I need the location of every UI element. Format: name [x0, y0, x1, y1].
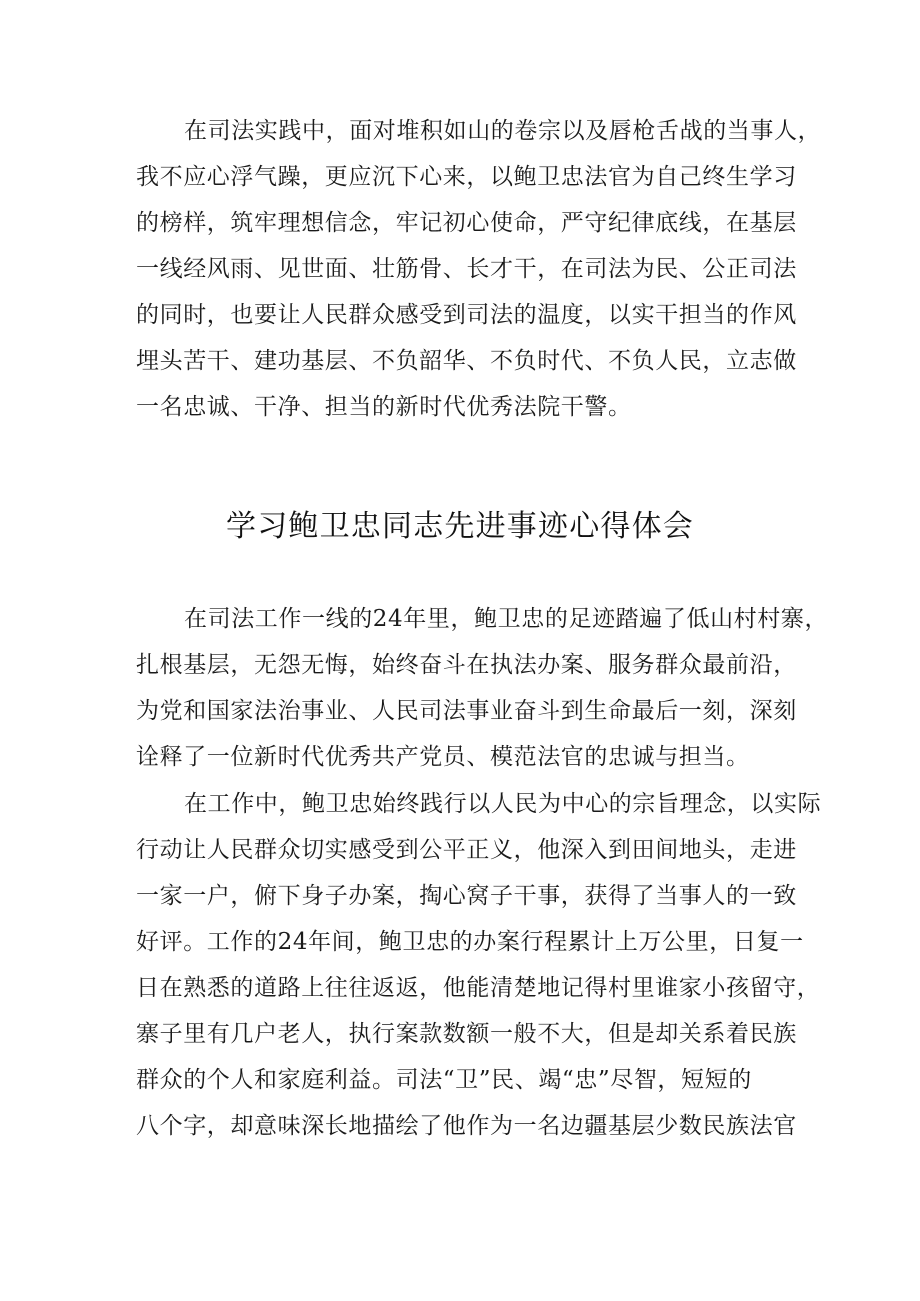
- text-line: 扎根基层，无怨无悔，始终奋斗在执法办案、服务群众最前沿，: [136, 652, 797, 678]
- text-line: 八个字，却意味深长地描绘了他作为一名边疆基层少数民族法官: [136, 1113, 797, 1139]
- text-line: 寨子里有几户老人，执行案款数额一般不大，但是却关系着民族: [136, 1021, 797, 1047]
- text-line: 埋头苦干、建功基层、不负韶华、不负时代、不负人民，立志做: [136, 348, 797, 374]
- paragraph-24-years: [136, 596, 829, 780]
- text-line: 的榜样，筑牢理想信念，牢记初心使命，严守纪律底线，在基层: [136, 210, 797, 236]
- text-line: 行动让人民群众切实感受到公平正义，他深入到田间地头，走进: [136, 837, 797, 863]
- text-line: 我不应心浮气躁，更应沉下心来，以鲍卫忠法官为自己终生学习: [136, 164, 797, 190]
- text-line: 在工作中，鲍卫忠始终践行以人民为中心的宗旨理念，以实际: [184, 791, 822, 817]
- text-line: 一线经风雨、见世面、壮筋骨、长才干，在司法为民、公正司法: [136, 256, 797, 282]
- text-line: 的同时，也要让人民群众感受到司法的温度，以实干担当的作风: [136, 302, 797, 328]
- text-line: 日在熟悉的道路上往往返返，他能清楚地记得村里谁家小孩留守，: [136, 975, 821, 1001]
- text-line: 诠释了一位新时代优秀共产党员、模范法官的忠诚与担当。: [136, 744, 750, 770]
- text-line: 一家一户，俯下身子办案，掏心窝子干事，获得了当事人的一致: [136, 883, 797, 909]
- text-line: 在司法工作一线的24年里，鲍卫忠的足迹踏遍了低山村村寨，: [184, 606, 829, 632]
- section-title: 学习鲍卫忠同志先进事迹心得体会: [226, 509, 694, 544]
- text-line: 群众的个人和家庭利益。司法“卫”民、竭“忠”尽智，短短的: [136, 1067, 752, 1093]
- text-line: 一名忠诚、干净、担当的新时代优秀法院干警。: [136, 394, 632, 420]
- paragraph-judicial-practice: [136, 108, 822, 430]
- text-line: 好评。工作的24年间，鲍卫忠的办案行程累计上万公里，日复一: [136, 929, 804, 955]
- text-line: 在司法实践中，面对堆积如山的卷宗以及唇枪舌战的当事人，: [184, 118, 822, 144]
- paragraph-people-centered: [136, 781, 822, 1149]
- text-line: 为党和国家法治事业、人民司法事业奋斗到生命最后一刻，深刻: [136, 698, 797, 724]
